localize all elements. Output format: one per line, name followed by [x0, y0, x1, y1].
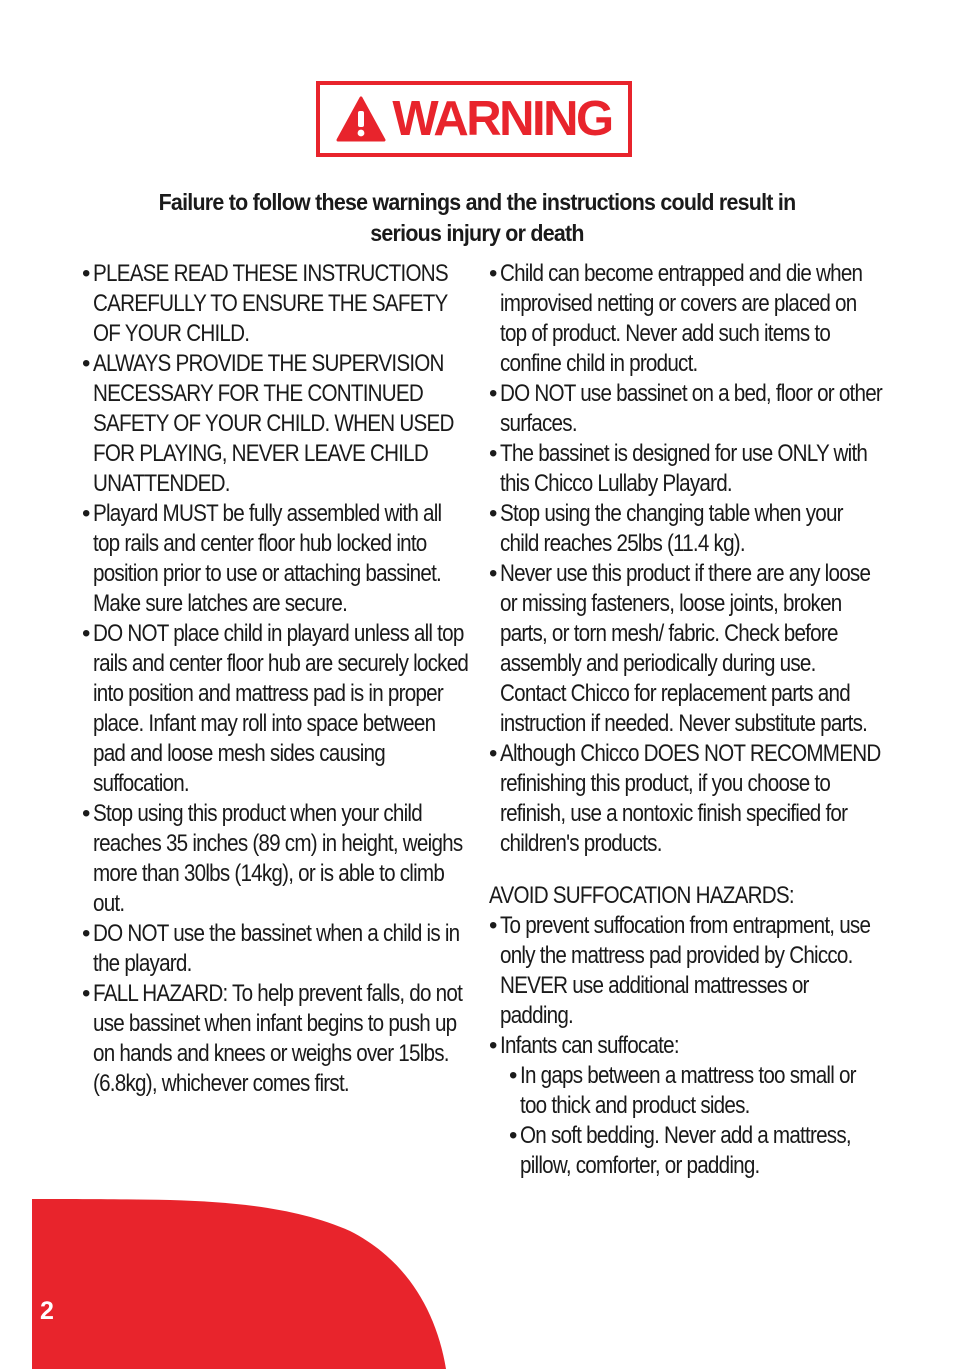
- list-item: • Child can become entrapped and die when improvised netting or covers are placed on top of product. Never add such items to confine child in product.: [489, 259, 884, 379]
- list-item: • Playard MUST be fully assembled with all top rails and center floor hub locked into position prior to use or attaching bassinet. Make sure latches are secure.: [82, 499, 472, 619]
- right-warning-list: [489, 259, 884, 859]
- list-item: • PLEASE READ THESE INSTRUCTIONS CAREFULLY TO ENSURE THE SAFETY OF YOUR CHILD.: [82, 259, 472, 349]
- warning-label: WARNING: [392, 91, 612, 146]
- list-item: • Stop using this product when your child reaches 35 inches (89 cm) in height, weighs more than 30lbs (14kg), or is able to climb out.: [82, 799, 472, 919]
- list-item: • ALWAYS PROVIDE THE SUPERVISION NECESSARY FOR THE CONTINUED SAFETY OF YOUR CHILD. WHEN USED FOR PLAYING, NEVER LEAVE CHILD UNATTENDED.: [82, 349, 472, 499]
- suffocation-heading: AVOID SUFFOCATION HAZARDS:: [489, 882, 794, 909]
- list-item: • The bassinet is designed for use ONLY with this Chicco Lullaby Playard.: [489, 439, 884, 499]
- intro-line-1: Failure to follow these warnings and the instructions could result in: [158, 189, 796, 215]
- left-warning-list: [82, 259, 472, 1099]
- intro-line-2: serious injury or death: [370, 220, 584, 246]
- right-column: [489, 259, 884, 1181]
- list-item: • Infants can suffocate:: [489, 1031, 884, 1061]
- list-item: • DO NOT place child in playard unless all top rails and center floor hub are securely locked into position and mattress pad is in proper place. Infant may roll into space between pad and loose mesh sides causing suffocation.: [82, 619, 472, 799]
- warning-triangle-icon: [336, 96, 386, 142]
- sub-list-item: • On soft bedding. Never add a mattress, pillow, comforter, or padding.: [509, 1121, 884, 1181]
- list-item: • DO NOT use bassinet on a bed, floor or other surfaces.: [489, 379, 884, 439]
- list-item: • Although Chicco DOES NOT RECOMMEND refinishing this product, if you choose to refinish, use a nontoxic finish specified for children's products.: [489, 739, 884, 859]
- list-item: • FALL HAZARD: To help prevent falls, do not use bassinet when infant begins to push up on hands and knees or weighs over 15lbs. (6.8kg), whichever comes first.: [82, 979, 472, 1099]
- intro-statement: [89, 187, 865, 249]
- list-item: • To prevent suffocation from entrapment, use only the mattress pad provided by Chicco. NEVER use additional mattresses or padding.: [489, 911, 884, 1031]
- suffocation-list: [489, 911, 884, 1181]
- sub-list-item: • In gaps between a mattress too small or too thick and product sides.: [509, 1061, 884, 1121]
- page-corner-decoration: [0, 1199, 460, 1369]
- left-column: [82, 259, 472, 1099]
- page-number: 2: [40, 1297, 54, 1325]
- warning-banner: [316, 81, 632, 157]
- list-item: • Stop using the changing table when your child reaches 25lbs (11.4 kg).: [489, 499, 884, 559]
- list-item: • Never use this product if there are any loose or missing fasteners, loose joints, broken parts, or torn mesh/ fabric. Check before assembly and periodically during use. Contact Chicco for replacement parts and instruction if needed. Never substitute parts.: [489, 559, 884, 739]
- list-item: • DO NOT use the bassinet when a child is in the playard.: [82, 919, 472, 979]
